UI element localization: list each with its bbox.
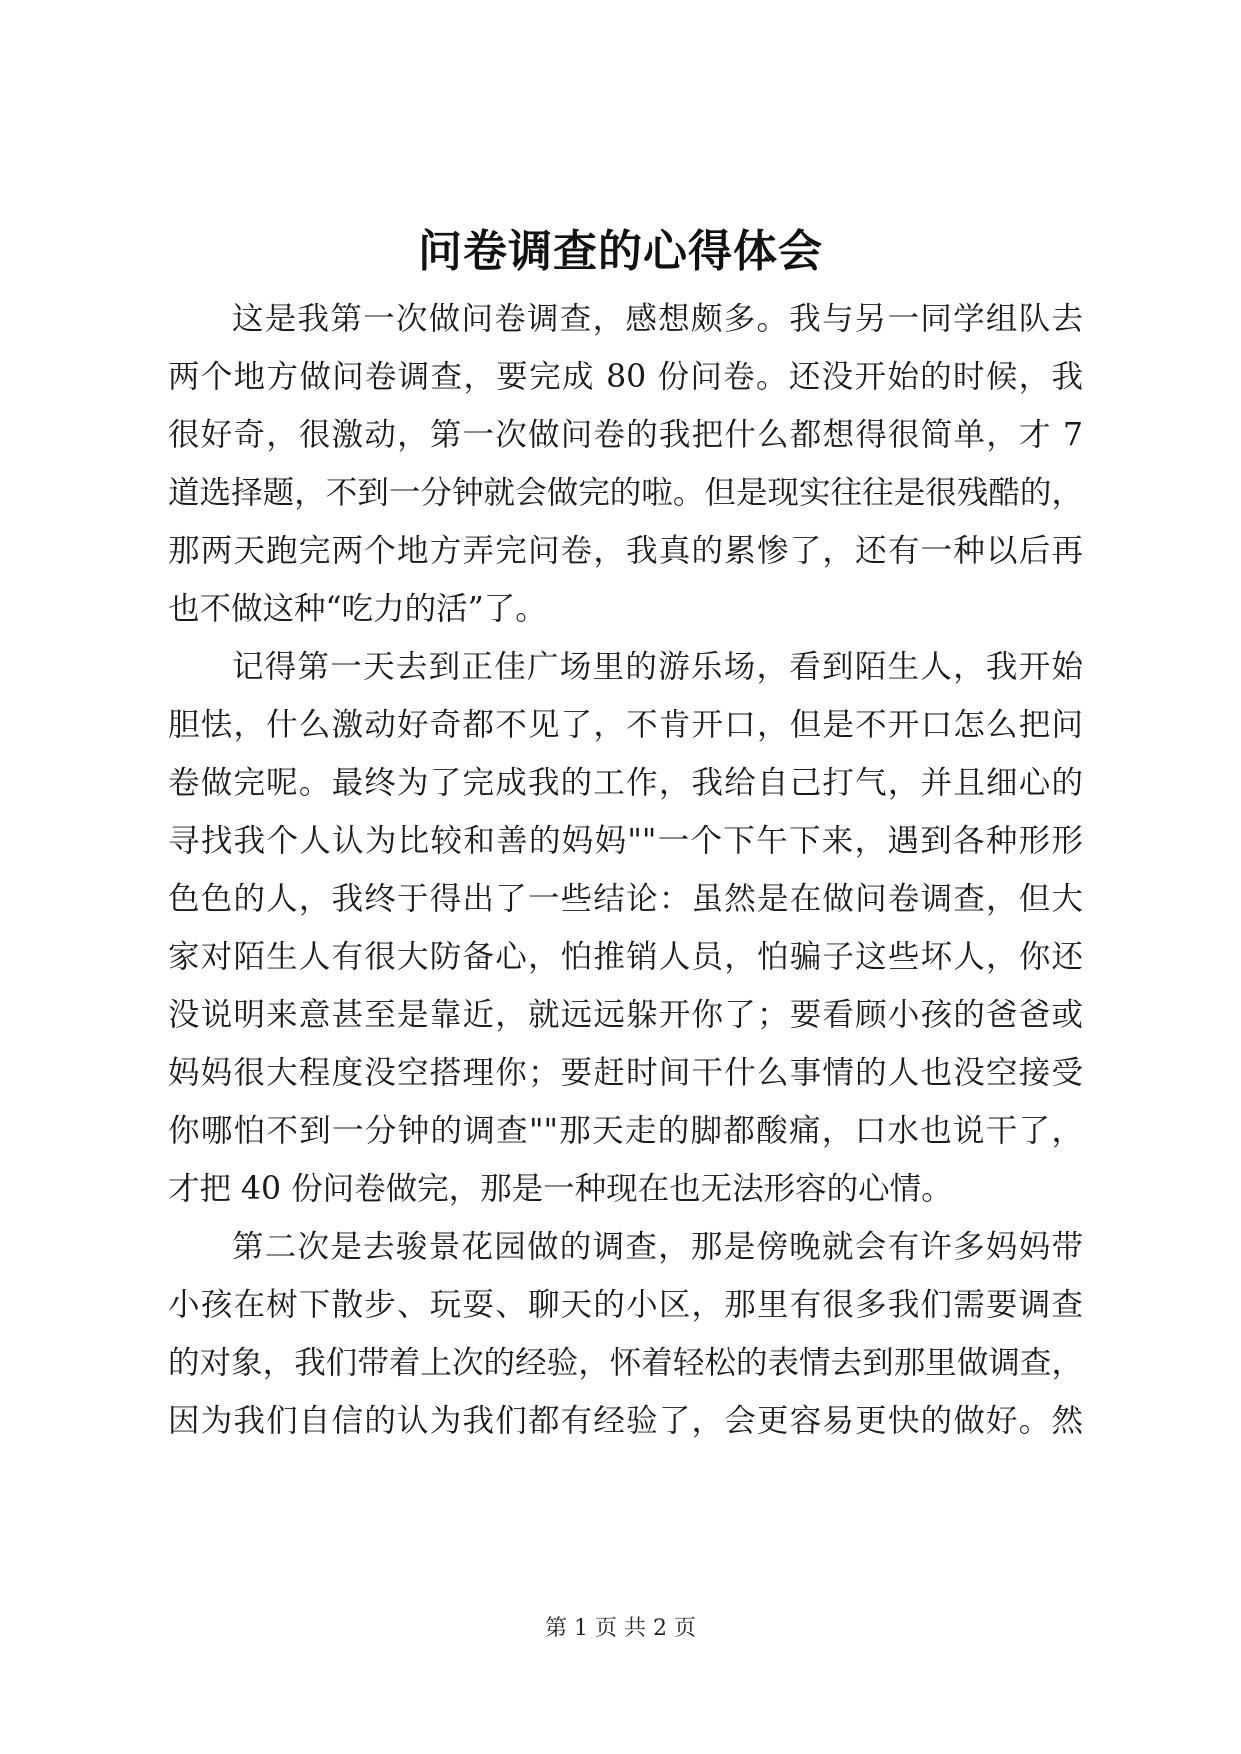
text-line: 因为我们自信的认为我们都有经验了，会更容易更快的做好。然	[168, 1403, 1083, 1439]
text-line: 小孩在树下散步、玩耍、聊天的小区，那里有很多我们需要调查	[168, 1287, 1083, 1323]
text-line: 那两天跑完两个地方弄完问卷，我真的累惨了，还有一种以后再	[168, 533, 1083, 569]
text-line: 卷做完呢。最终为了完成我的工作，我给自己打气，并且细心的	[168, 765, 1083, 801]
document-body	[168, 290, 1083, 1450]
text-line: 也不做这种“吃力的活”了。	[168, 591, 547, 627]
document-title: 问卷调查的心得体会	[418, 226, 823, 277]
text-line: 第二次是去骏景花园做的调查，那是傍晚就会有许多妈妈带	[232, 1229, 1083, 1265]
text-line: 妈妈很大程度没空搭理你；要赶时间干什么事情的人也没空接受	[168, 1055, 1083, 1091]
text-line: 才把 40 份问卷做完，那是一种现在也无法形容的心情。	[168, 1171, 953, 1207]
text-line: 很好奇，很激动，第一次做问卷的我把什么都想得很简单，才 7	[168, 417, 1083, 453]
text-line: 家对陌生人有很大防备心，怕推销人员，怕骗子这些坏人，你还	[168, 939, 1083, 975]
text-line: 这是我第一次做问卷调查，感想颇多。我与另一同学组队去	[232, 301, 1083, 337]
text-line: 没说明来意甚至是靠近，就远远躲开你了；要看顾小孩的爸爸或	[168, 997, 1083, 1033]
text-line: 寻找我个人认为比较和善的妈妈""一个下午下来，遇到各种形形	[168, 823, 1083, 859]
text-line: 道选择题，不到一分钟就会做完的啦。但是现实往往是很残酷的，	[168, 475, 1083, 511]
text-line: 胆怯，什么激动好奇都不见了，不肯开口，但是不开口怎么把问	[168, 707, 1083, 743]
text-line: 两个地方做问卷调查，要完成 80 份问卷。还没开始的时候，我	[168, 359, 1083, 395]
text-line: 记得第一天去到正佳广场里的游乐场，看到陌生人，我开始	[232, 649, 1083, 685]
text-line: 的对象，我们带着上次的经验，怀着轻松的表情去到那里做调查，	[168, 1345, 1083, 1381]
paragraph-2	[168, 638, 1083, 1218]
paragraph-3	[168, 1218, 1083, 1450]
paragraph-1	[168, 290, 1083, 638]
page-number-footer: 第 1 页 共 2 页	[545, 1616, 696, 1641]
text-line: 色色的人，我终于得出了一些结论：虽然是在做问卷调查，但大	[168, 881, 1083, 917]
text-line: 你哪怕不到一分钟的调查""那天走的脚都酸痛，口水也说干了，	[168, 1113, 1083, 1149]
